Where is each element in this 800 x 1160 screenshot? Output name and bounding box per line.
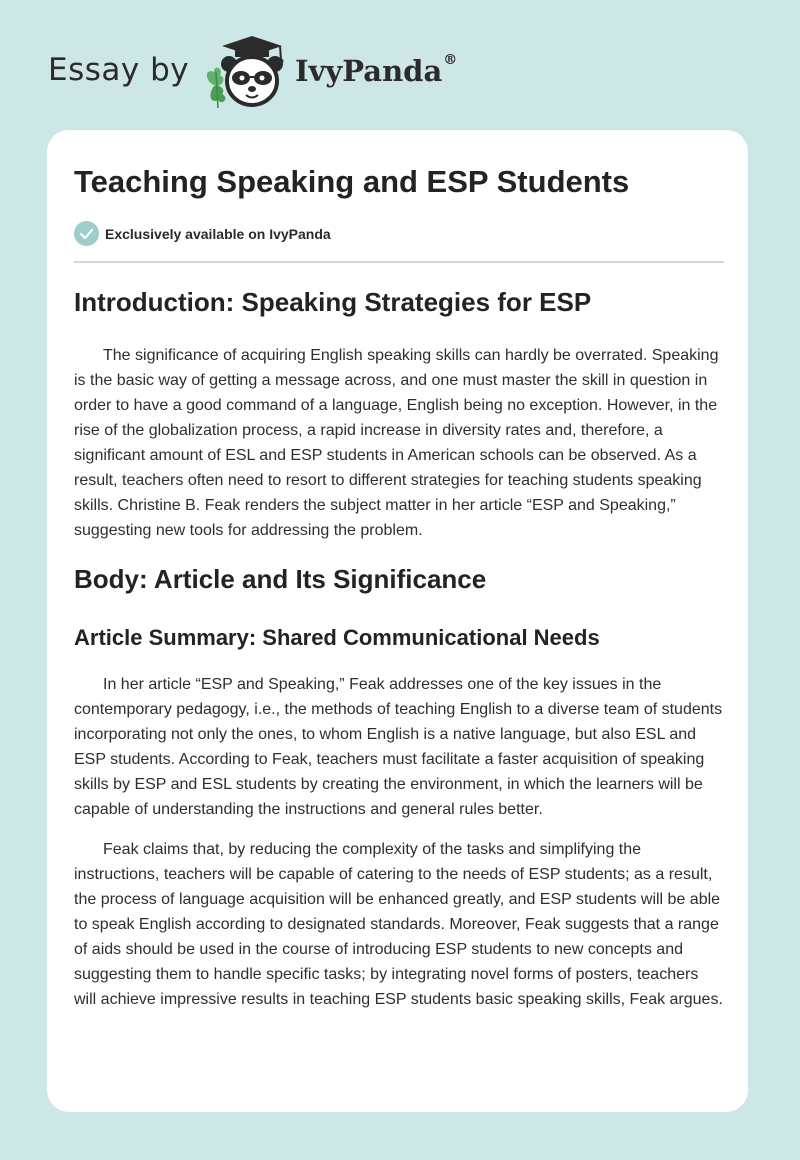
brand-name xyxy=(295,54,457,88)
summary-paragraph-2: Feak claims that, by reducing the complexity of the tasks and simplifying the instructions, teachers will be capable of catering to the needs of ESP students; as a result, the process of language acquisition will be enhanced greatly, and ESP students will be able to speak English according to designated standards. Moreover, Feak suggests that a range of aids should be used in the course of introducing ESP students to new concepts and suggesting them to handle specific tasks; by integrating novel forms of posters, teachers will achieve impressive results in teaching ESP students basic speaking skills, Feak argues. xyxy=(74,841,723,1008)
section-heading-body: Body: Article and Its Significance xyxy=(74,564,487,594)
summary-paragraph-1: In her article “ESP and Speaking,” Feak addresses one of the key issues in the contemporary pedagogy, i.e., the methods of teaching English to a diverse team of students incorporating not only the ones, to whom English is a native language, but also ESL and ESP students. According to Feak, teachers must facilitate a faster acquisition of speaking skills by ESP and ESL students by creating the environment, in which the learners will be capable of understanding the instructions and general rules better. xyxy=(74,676,723,818)
essay-card xyxy=(47,130,748,1112)
registered-mark: ® xyxy=(443,52,458,68)
site-brand[interactable] xyxy=(48,32,468,112)
brand-name-text: IvyPanda xyxy=(295,54,443,88)
section-heading-introduction: Introduction: Speaking Strategies for ESP xyxy=(74,287,592,317)
intro-paragraph: The significance of acquiring English speaking skills can hardly be overrated. Speaking is the basic way of getting a message across, and one must master the skill in question in order to have a good command of a language, English being no exception. However, in the rise of the globalization process, a rapid increase in diversity rates and, therefore, a significant amount of ESL and ESP students in American schools can be observed. As a result, teachers often need to resort to different strategies for teaching students speaking skills. Christine B. Feak renders the subject matter in her article “ESP and Speaking,” suggesting new tools for addressing the problem. xyxy=(74,347,719,539)
essay-by-label: Essay by xyxy=(48,52,190,88)
exclusive-badge xyxy=(74,221,331,246)
check-icon xyxy=(74,221,99,246)
ivypanda-logo-icon xyxy=(202,34,292,110)
title-divider xyxy=(74,261,724,263)
exclusive-label: Exclusively available on IvyPanda xyxy=(105,225,331,242)
subsection-heading-article-summary: Article Summary: Shared Communicational Needs xyxy=(74,625,600,650)
page-title: Teaching Speaking and ESP Students xyxy=(74,164,630,199)
